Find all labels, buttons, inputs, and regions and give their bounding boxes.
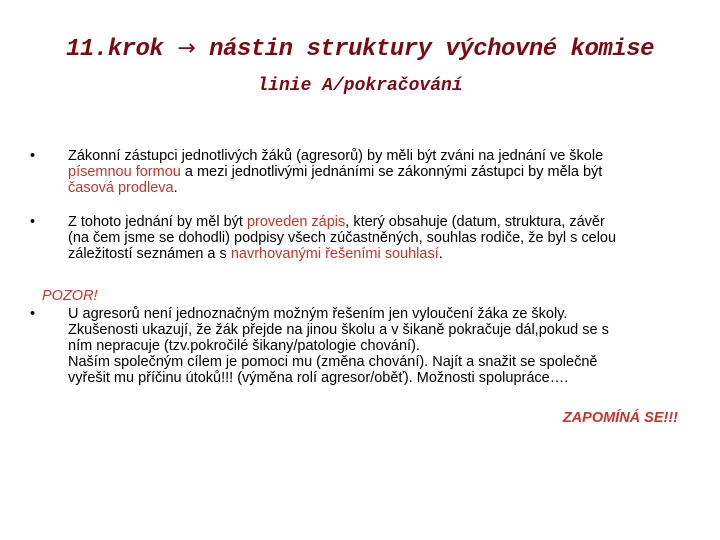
bullet-text (68, 148, 690, 196)
bullet-icon: • (30, 214, 36, 230)
text-line: písemnou formou a mezi jednotlivými jednáními se zákonnými zástupci by měla být (68, 164, 603, 180)
text-line: vyřešit mu příčinu útoků!!! (výměna rolí agresor/oběť). Možnosti spolupráce…. (68, 370, 569, 386)
highlighted-phrase: časová prodleva (68, 180, 174, 196)
page-subtitle: linie A/pokračování (257, 76, 463, 96)
text-line: U agresorů není jednoznačným možným řešením jen vyloučení žáka ze školy. (68, 306, 568, 322)
text-line: časová prodleva. (68, 180, 178, 196)
warning-heading: POZOR! (42, 288, 98, 304)
text-line: Z tohoto jednání by měl být proveden zápis, který obsahuje (datum, struktura, závěr (68, 214, 605, 230)
highlighted-phrase: proveden zápis (246, 214, 346, 230)
bullet-icon: • (30, 148, 36, 164)
text-line: (na čem jsme se dohodli) podpisy všech zúčastněných, souhlas rodiče, že byl s celou (68, 230, 617, 246)
bullet-text (68, 214, 690, 262)
bullet-icon: • (30, 306, 36, 322)
text-line: Zkušenosti ukazují, že žák přejde na jinou školu a v šikaně pokračuje dál,pokud se s (68, 322, 609, 338)
arrow-right-icon: → (177, 36, 196, 61)
footer-note: ZAPOMÍNÁ SE!!! (562, 410, 678, 426)
text-line: záležitostí seznámen a s navrhovanými řešeními souhlasí. (68, 246, 443, 262)
text-line: ním nepracuje (tzv.pokročilé šikany/patologie chování). (68, 338, 420, 354)
highlighted-phrase: písemnou formou (68, 164, 181, 180)
title-topic: nástin struktury výchovné komise (209, 36, 654, 63)
warning-text (68, 306, 690, 386)
highlighted-phrase: navrhovanými řešeními souhlasí (230, 246, 439, 262)
text-line: Zákonní zástupci jednotlivých žáků (agresorů) by měli být zváni na jednání ve škole (68, 148, 604, 164)
page-title (0, 36, 720, 63)
text-line: Naším společným cílem je pomoci mu (změna chování). Najít a snažit se společně (68, 354, 598, 370)
title-step: 11.krok (66, 36, 164, 63)
